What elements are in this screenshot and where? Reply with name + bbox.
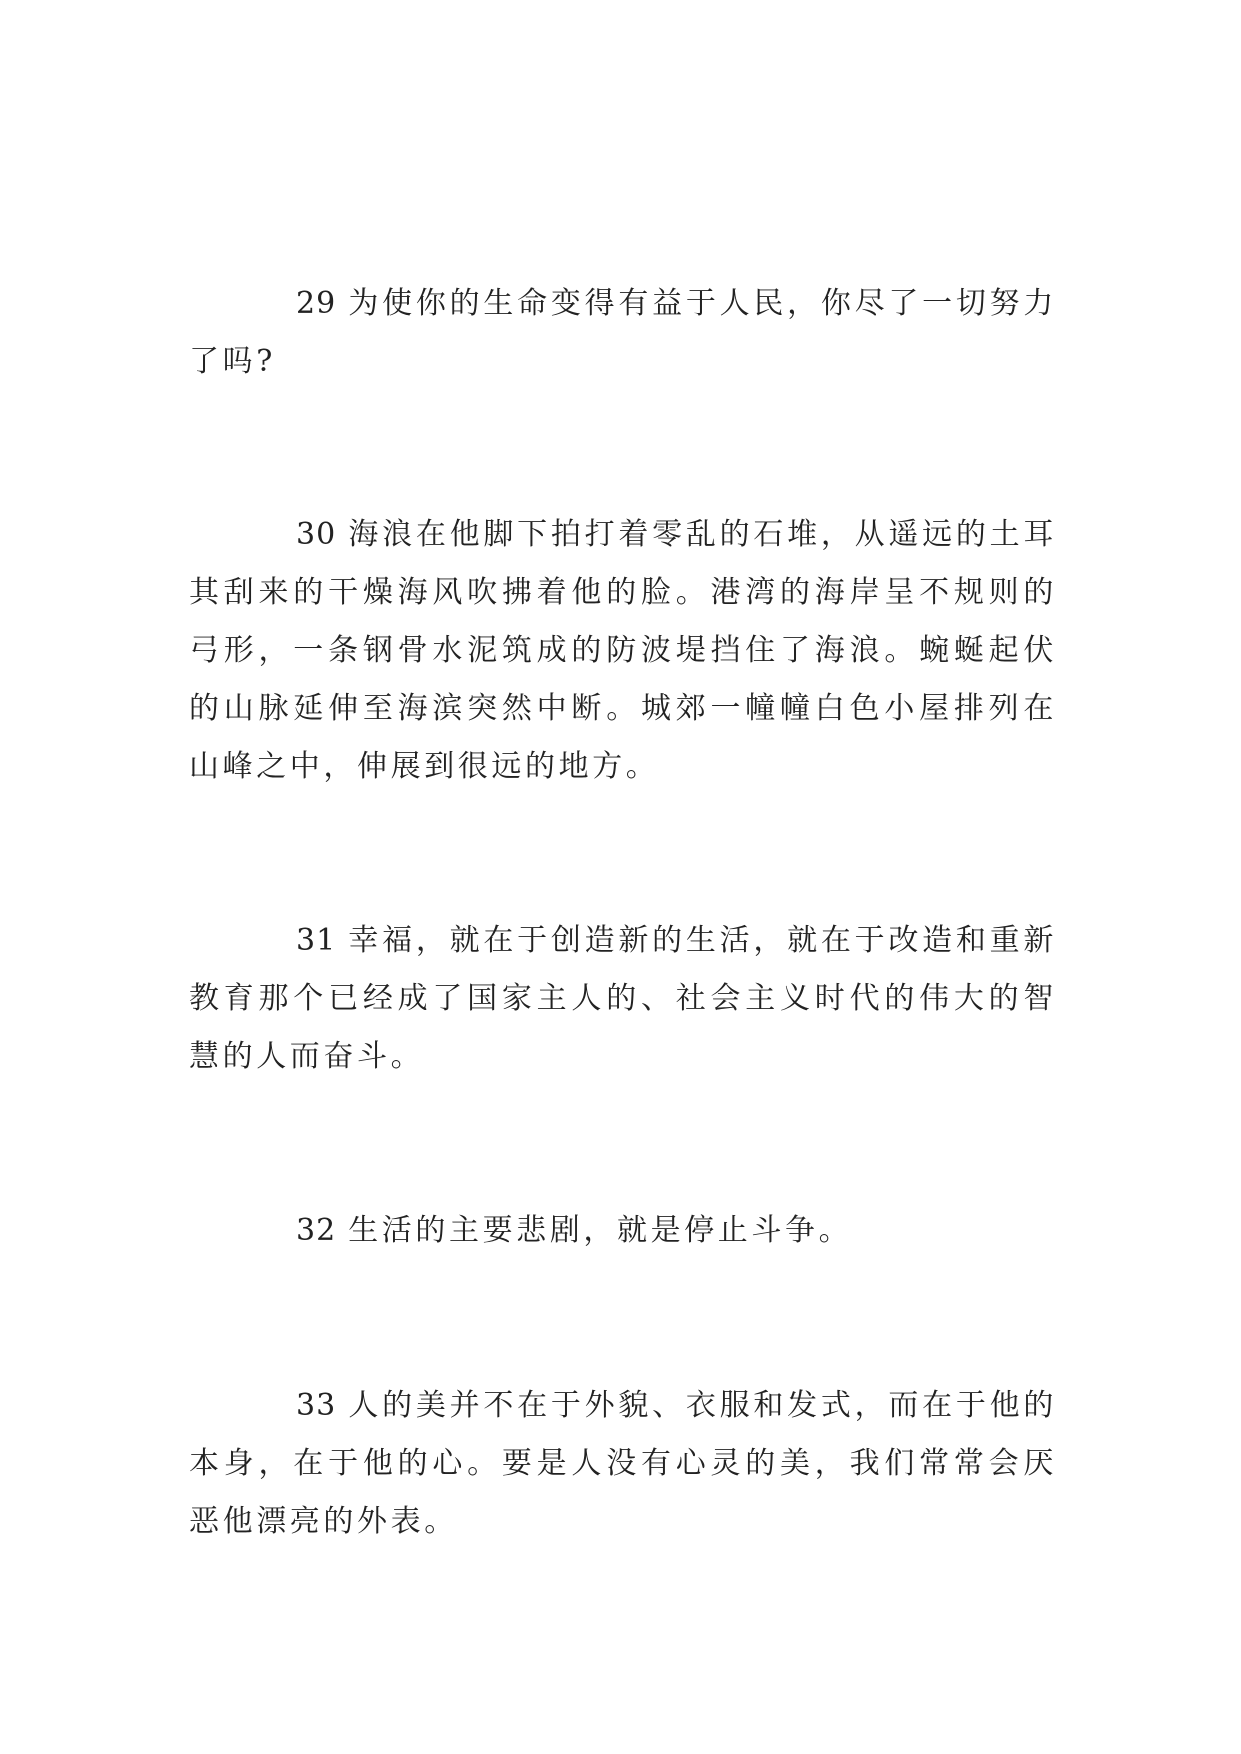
paragraph-text: 幸福，就在于创造新的生活，就在于改造和重新教育那个已经成了国家主人的、社会主义时代的伟大的智慧的人而奋斗。 (189, 923, 1057, 1074)
paragraph-31 (189, 912, 1057, 1086)
paragraph-text: 为使你的生命变得有益于人民，你尽了一切努力了吗? (189, 286, 1057, 379)
paragraph-number: 29 (296, 286, 337, 321)
paragraph-number: 32 (296, 1213, 337, 1248)
paragraph-number: 31 (296, 923, 337, 958)
paragraph-29 (189, 275, 1057, 391)
paragraph-number: 33 (296, 1388, 337, 1423)
paragraph-32 (189, 1202, 1057, 1260)
paragraph-text: 海浪在他脚下拍打着零乱的石堆，从遥远的土耳其刮来的干燥海风吹拂着他的脸。港湾的海岸呈不规则的弓形，一条钢骨水泥筑成的防波堤挡住了海浪。蜿蜒起伏的山脉延伸至海滨突然中断。城郊一幢幢白色小屋排列在山峰之中，伸展到很远的地方。 (189, 517, 1057, 784)
paragraph-33 (189, 1377, 1057, 1551)
paragraph-text: 人的美并不在于外貌、衣服和发式，而在于他的本身，在于他的心。要是人没有心灵的美，我们常常会厌恶他漂亮的外表。 (189, 1388, 1057, 1539)
paragraph-number: 30 (296, 517, 337, 552)
paragraph-text: 生活的主要悲剧，就是停止斗争。 (348, 1213, 853, 1248)
paragraph-30 (189, 506, 1057, 796)
